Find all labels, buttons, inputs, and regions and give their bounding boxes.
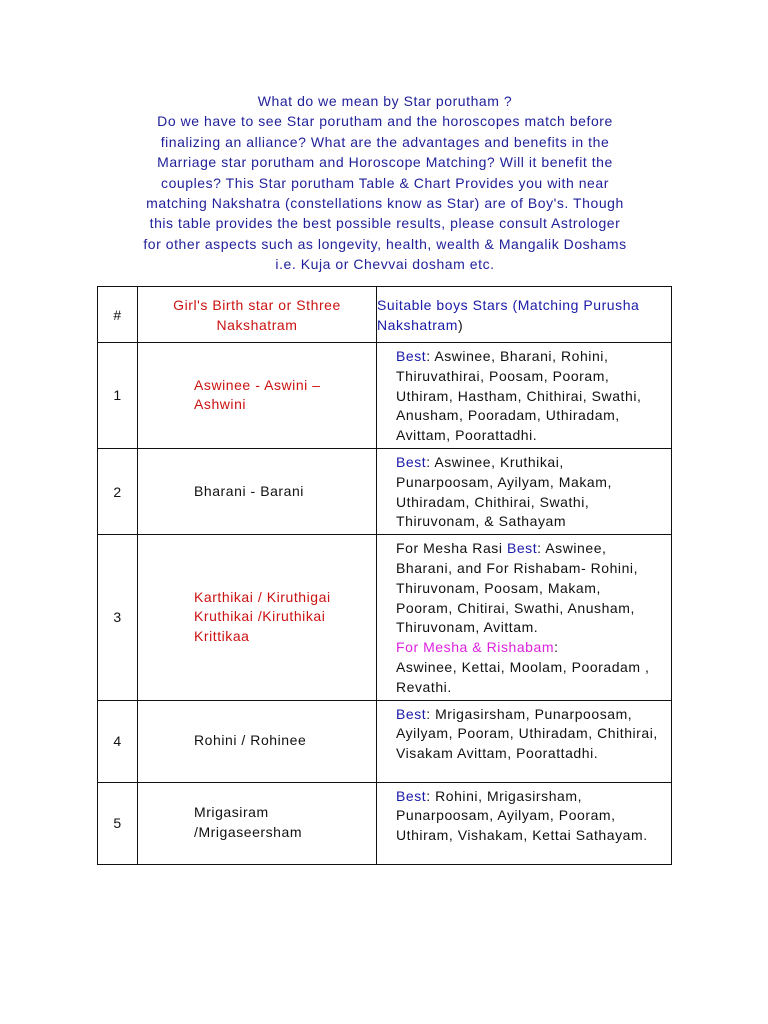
intro-line: finalizing an alliance? What are the advantages and benefits in the	[160, 133, 610, 150]
boy-stars-list: : Aswinee, Kruthikai, Punarpoosam, Ayilyam, Makam, Uthiradam, Chithirai, Swathi, Thiruvonam, & Sathayam	[396, 453, 612, 530]
girl-star-name: Rohini / Rohinee	[194, 732, 307, 749]
girl-star-name: Karthikai / Kiruthigai Kruthikai /Kiruthikai Krittikaa	[194, 588, 331, 645]
girl-star-name: Mrigasiram /Mrigaseersham	[194, 804, 303, 841]
girl-star-name: Bharani - Barani	[194, 482, 304, 499]
header-girl-star: Girl's Birth star or Sthree Nakshatram	[138, 287, 377, 343]
header-boy-label: Suitable boys Stars (Matching Purusha Nakshatram	[377, 296, 640, 333]
header-num: #	[98, 287, 138, 343]
header-boy-stars	[377, 287, 672, 343]
best-label: Best	[396, 348, 427, 364]
intro-line: matching Nakshatra (constellations know as Star) are of Boy's. Though	[146, 195, 624, 212]
boy-stars-text	[377, 783, 671, 848]
table-row	[98, 782, 672, 864]
row-number: 5	[98, 782, 138, 864]
table-row	[98, 343, 672, 449]
girl-star-cell	[138, 448, 377, 534]
table-row	[98, 448, 672, 534]
intro-line: i.e. Kuja or Chevvai dosham etc.	[275, 256, 495, 273]
boy-stars-cell	[377, 782, 672, 864]
boy-stars-text	[377, 343, 671, 448]
table-header-row	[98, 287, 672, 343]
intro-line: for other aspects such as longevity, health, wealth & Mangalik Doshams	[143, 235, 627, 252]
best-label: Best	[396, 787, 427, 804]
mesha-rishabam-line	[396, 638, 661, 658]
best-label: Best	[396, 453, 427, 470]
table-row	[98, 535, 672, 700]
boy-stars-cell	[377, 448, 672, 534]
table-row	[98, 700, 672, 782]
intro-line: couples? This Star porutham Table & Chart Provides you with near	[161, 174, 609, 191]
intro-line: this table provides the best possible results, please consult Astrologer	[149, 215, 621, 232]
row-number: 1	[98, 343, 138, 449]
girl-star-cell	[138, 535, 377, 700]
boy-stars-text	[377, 535, 671, 699]
boy-stars-list: : Mrigasirsham, Punarpoosam, Ayilyam, Pooram, Uthiradam, Chithirai, Visakam Avittam, Poorattadhi.	[396, 705, 658, 762]
intro-paragraph	[90, 91, 680, 275]
boy-stars-list: : Aswinee, Bharani, Rohini, Thiruvathirai, Poosam, Pooram, Uthiram, Hastham, Chithirai, Swathi, Anusham, Pooradam, Uthiradam, Avittam, Poorattadhi.	[396, 348, 642, 444]
mesha-rishabam-label: For Mesha & Rishabam	[396, 639, 555, 656]
mesha-rasi-prefix: For Mesha Rasi	[396, 540, 507, 557]
star-porutham-table	[97, 286, 672, 865]
girl-star-cell	[138, 700, 377, 782]
boy-stars-list: : Aswinee, Bharani, and For Rishabam- Rohini, Thiruvonam, Poosam, Makam, Pooram, Chitirai, Swathi, Anusham, Thiruvonam, Avittam.	[396, 540, 639, 636]
boy-stars-text	[377, 449, 671, 534]
boy-stars-cell	[377, 700, 672, 782]
boy-stars-list-2: Aswinee, Kettai, Moolam, Pooradam , Revathi.	[396, 658, 650, 695]
girl-star-cell	[138, 782, 377, 864]
intro-line: Do we have to see Star porutham and the horoscopes match before	[157, 113, 613, 130]
row-number: 2	[98, 448, 138, 534]
best-label: Best	[506, 540, 538, 557]
row-number: 3	[98, 535, 138, 700]
boy-stars-cell	[377, 343, 672, 449]
boy-stars-list: : Rohini, Mrigasirsham, Punarpoosam, Ayilyam, Pooram, Uthiram, Vishakam, Kettai Sathayam.	[396, 787, 648, 844]
header-boy-paren: )	[457, 316, 464, 333]
intro-line: Marriage star porutham and Horoscope Matching? Will it benefit the	[157, 154, 613, 171]
best-label: Best	[396, 705, 427, 722]
row-number: 4	[98, 700, 138, 782]
mesha-rishabam-colon: :	[554, 639, 559, 656]
girl-star-cell	[138, 343, 377, 449]
boy-stars-text	[377, 701, 671, 766]
girl-star-name: Aswinee - Aswini – Ashwini	[194, 376, 321, 413]
intro-line: What do we mean by Star porutham ?	[257, 93, 513, 109]
boy-stars-cell	[377, 535, 672, 700]
